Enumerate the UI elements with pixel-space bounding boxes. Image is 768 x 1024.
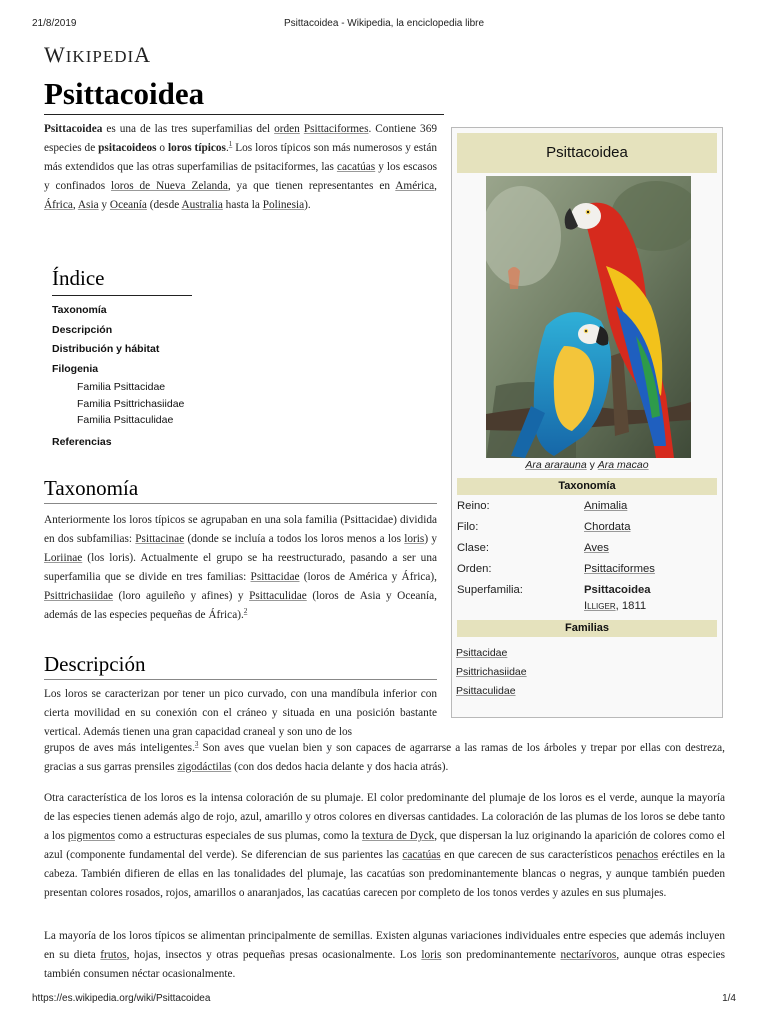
row-key: Reino: [457, 500, 490, 512]
toc-subitem-psittaculidae[interactable]: Familia Psittaculidae [77, 414, 174, 426]
row-key: Filo: [457, 521, 479, 533]
intro-text: (desde [146, 199, 182, 211]
heading-taxonomia: Taxonomía [44, 476, 139, 500]
taxonomia-divider [44, 503, 437, 504]
link-australia[interactable]: Australia [181, 199, 223, 211]
desc-text: (con dos dedos hacia delante y dos hacia atrás). [231, 761, 449, 773]
link-frutos[interactable]: frutos [100, 949, 127, 961]
wordmark-w: W [44, 42, 66, 67]
desc-text: como a estructuras especiales de sus plumas, como la [114, 830, 363, 842]
desc-text: , hojas, insectos y otras pequeñas presas ocasionalmente. Los [126, 949, 422, 961]
intro-text: hasta la [222, 199, 263, 211]
desc-text: , aunque otras especies también consumen néctar ocasionalmente. [44, 949, 725, 980]
desc-text: Otra característica de los loros es la intensa coloración de su plumaje. El color predominante del plumaje de los loros es el verde, aunque la mayoría de las especies tienen además algo de rojo, azul, amarillo y otros colores en diversas cantidades. La coloración de las plumas de los loros se debe tanto a los [44, 792, 725, 842]
link-cacatuas[interactable]: cacatúas [336, 161, 376, 173]
toc-item-taxonomia[interactable]: Taxonomía [52, 304, 107, 316]
tax-text: (los loris). Actualmente el grupo se ha reestructurado, pasando a ser una superfamilia que se divide en tres familias: [44, 552, 437, 583]
link-psittacinae[interactable]: Psittacinae [135, 533, 185, 545]
infobox-title: Psittacoidea [457, 133, 717, 173]
title-divider [44, 114, 444, 115]
desc-text: , que dispersan la luz originando la aparición de colores como el azul (componente fundamental del verde). Se diferencian de sus parientes las [44, 830, 725, 861]
caption-conj: y [586, 459, 598, 471]
descripcion-paragraph-3 [44, 927, 725, 984]
infobox-families-heading: Familias [457, 620, 717, 637]
tax-text: (loros de América y África), [299, 571, 437, 583]
tax-text: (loro aguileño y afines) y [113, 590, 250, 602]
toc-item-descripcion[interactable]: Descripción [52, 323, 113, 336]
link-orden[interactable]: orden [274, 123, 300, 135]
family-link-psittaculidae[interactable]: Psittaculidae [456, 685, 516, 697]
link-psittaculidae[interactable]: Psittaculidae [249, 590, 307, 602]
caption-species-b[interactable]: Ara macao [597, 459, 649, 471]
infobox-taxonomy-heading: Taxonomía [457, 478, 717, 495]
toc-divider [52, 295, 192, 296]
intro-text: Los loros típicos son más numerosos y están más extendidos que las otras superfamilias de psitaciformes, las [44, 142, 437, 173]
link-psittaciformes[interactable]: Psittaciformes [303, 123, 369, 135]
link-psittrichasiidae[interactable]: Psittrichasiidae [44, 590, 114, 602]
parrots-illustration [486, 176, 691, 458]
print-url: https://es.wikipedia.org/wiki/Psittacoidea [32, 993, 211, 1004]
intro-text: . [225, 142, 229, 154]
link-asia[interactable]: Asia [77, 199, 99, 211]
link-zigodactilas[interactable]: zigodáctilas [177, 761, 232, 773]
intro-bold-term: Psittacoidea [44, 123, 103, 135]
wikipedia-wordmark[interactable] [44, 42, 151, 68]
authority-text [584, 600, 646, 612]
intro-text: , ya que tienen representantes en [227, 180, 396, 192]
link-oceania[interactable]: Oceanía [109, 199, 147, 211]
link-nectarivoros[interactable]: nectarívoros [560, 949, 617, 961]
toc-title: Índice [52, 266, 105, 290]
descripcion-paragraph-2 [44, 789, 725, 903]
family-link-psittacidae[interactable]: Psittacidae [456, 647, 508, 659]
link-america[interactable]: América [395, 180, 435, 192]
link-textura-dyck[interactable]: textura de Dyck [362, 830, 435, 842]
caption-species-a[interactable]: Ara ararauna [525, 459, 587, 471]
toc-item-filogenia[interactable]: Filogenia [52, 362, 99, 375]
print-page-number: 1/4 [722, 993, 736, 1004]
family-link-psittrichasiidae[interactable]: Psittrichasiidae [456, 666, 527, 678]
link-loriinae[interactable]: Loriinae [44, 552, 83, 564]
authority-year: , 1811 [615, 600, 647, 612]
toc-item-referencias[interactable]: Referencias [52, 435, 112, 448]
row-key: Orden: [457, 563, 492, 575]
tax-text: ) y [424, 533, 437, 545]
intro-text: , [72, 199, 78, 211]
wordmark-a: A [134, 42, 152, 67]
link-penachos[interactable]: penachos [616, 849, 659, 861]
parrots-image[interactable] [486, 176, 691, 458]
row-value-link[interactable]: Animalia [584, 500, 628, 512]
infobox-caption [452, 459, 722, 471]
infobox [451, 127, 723, 718]
row-key: Clase: [457, 542, 490, 554]
tax-text: (loros de Asia y Oceanía, además de las especies pequeñas de África). [44, 590, 437, 621]
toc-subitem-psittrichasiidae[interactable]: Familia Psittrichasiidae [77, 397, 185, 410]
row-value-bold: Psittacoidea [584, 584, 651, 596]
toc-item-distribucion[interactable]: Distribución y hábitat [52, 343, 160, 355]
print-date: 21/8/2019 [32, 18, 77, 29]
ref-3[interactable]: 3 [194, 740, 199, 749]
desc-text: Son aves que vuelan bien y son capaces de agarrarse a las ramas de los árboles y trepar por ellas con destreza, gracias a sus garras prensiles [44, 742, 725, 773]
intro-paragraph [44, 120, 437, 215]
ref-1[interactable]: 1 [228, 140, 233, 149]
row-key: Superfamilia: [457, 584, 523, 596]
row-value-link[interactable]: Psittaciformes [584, 563, 655, 575]
link-africa[interactable]: África [44, 199, 73, 211]
descripcion-paragraph-1b [44, 739, 725, 777]
intro-text: o [156, 142, 168, 154]
toc-list [52, 301, 184, 452]
tax-text: Anteriormente los loros típicos se agrupaban en una sola familia (Psittacidae) dividida en dos subfamilias: [44, 514, 437, 545]
link-pigmentos[interactable]: pigmentos [67, 830, 115, 842]
taxonomia-paragraph [44, 511, 437, 625]
intro-text: . Contiene 369 especies de [44, 123, 437, 154]
intro-bold-psitacoideos: psitacoideos [98, 142, 157, 154]
desc-text: eréctiles en la cabeza. También difieren de ellas en las tonalidades del plumaje, las cacatúas son predominantemente blancas o negras, y aunque también pueden presentan colores rosados, rojos, amarillos o anaranjados, las cacatúas carecen por completo de los tonos verdes y azules en sus plumajes. [44, 849, 725, 899]
descripcion-divider [44, 679, 437, 680]
intro-text: ). [304, 199, 311, 211]
link-polinesia[interactable]: Polinesia [262, 199, 305, 211]
intro-bold-loros: loros típicos [168, 142, 226, 154]
intro-text: y los escasos y confinados [44, 161, 437, 192]
toc-subitem-psittacidae[interactable]: Familia Psittacidae [77, 381, 166, 393]
heading-descripcion: Descripción [44, 652, 146, 676]
desc-text: La mayoría de los loros típicos se alimentan principalmente de semillas. Existen algunas variaciones individuales entre especies que además incluyen en su dieta [44, 930, 725, 961]
link-loris-2[interactable]: loris [421, 949, 442, 961]
wordmark-mid: IKIPEDI [65, 47, 135, 66]
desc-text: grupos de aves más inteligentes. [44, 742, 195, 754]
intro-text: y [98, 199, 110, 211]
intro-text: es una de las tres superfamilias del [102, 123, 275, 135]
desc-text: en que carecen de sus característicos [440, 849, 617, 861]
intro-text: , [434, 180, 437, 192]
link-psittacidae[interactable]: Psittacidae [250, 571, 300, 583]
page-title: Psittacoidea [44, 76, 205, 111]
tax-text: (donde se incluía a todos los loros menos a los [184, 533, 405, 545]
print-doc-title: Psittacoidea - Wikipedia, la enciclopedia libre [283, 18, 485, 29]
ref-2[interactable]: 2 [243, 607, 248, 616]
row-value-link[interactable]: Aves [584, 542, 609, 554]
descripcion-paragraph-1a: Los loros se caracterizan por tener un pico curvado, con una mandíbula inferior con cierta movilidad en su conexión con el cráneo y situada en una posición bastante vertical. Además tienen una gran capacidad craneal y son uno de los [44, 688, 437, 738]
link-loros-nz[interactable]: loros de Nueva Zelanda [111, 180, 228, 192]
row-value-link[interactable]: Chordata [584, 521, 631, 533]
link-cacatuas-2[interactable]: cacatúas [402, 849, 441, 861]
authority-link[interactable]: Illiger [584, 600, 616, 612]
link-loris[interactable]: loris [404, 533, 425, 545]
desc-text: son predominantemente [441, 949, 561, 961]
